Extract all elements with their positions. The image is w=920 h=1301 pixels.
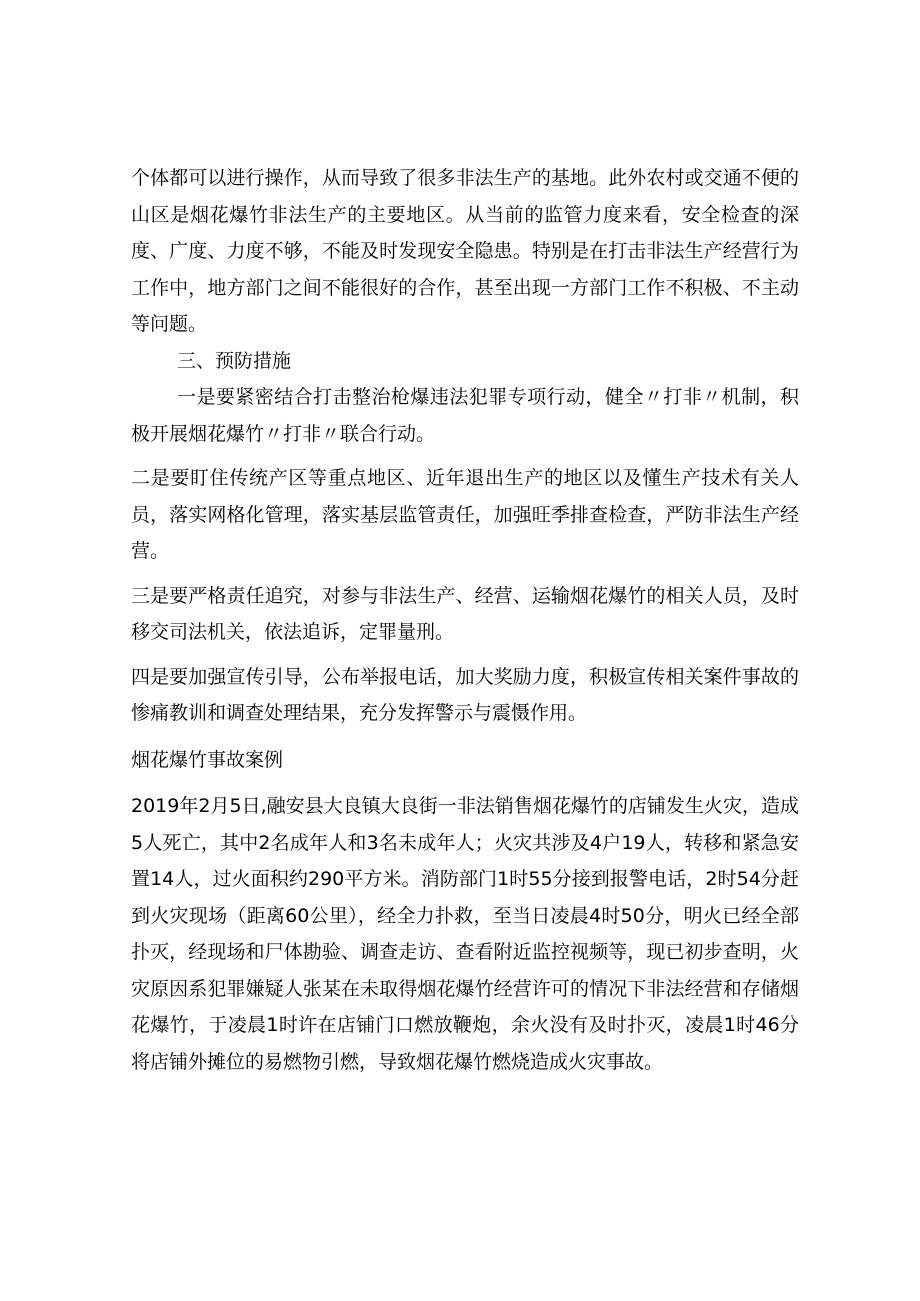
case-heading: 烟花爆竹事故案例 — [131, 748, 284, 771]
measure-one: 一是要紧密结合打击整治枪爆违法犯罪专项行动，健全〃打非〃机制，积极开展烟花爆竹〃打非〃联合行动。 — [131, 386, 799, 445]
section-heading-prevention: 三、预防措施 — [177, 349, 292, 372]
measure-four: 四是要加强宣传引导，公布举报电话，加大奖励力度，积极宣传相关案件事故的惨痛教训和调查处理结果，充分发挥警示与震慑作用。 — [131, 665, 799, 724]
document-body — [131, 160, 799, 1080]
paragraph-supervision-issues: 个体都可以进行操作，从而导致了很多非法生产的基地。此外农村或交通不便的山区是烟花爆竹非法生产的主要地区。从当前的监管力度来看，安全检查的深度、广度、力度不够，不能及时发现安全隐患。特别是在打击非法生产经营行为工作中，地方部门之间不能很好的合作，甚至出现一方部门工作不积极、不主动等问题。 — [131, 167, 799, 335]
case-description: 2019年2月5日,融安县大良镇大良街一非法销售烟花爆竹的店铺发生火灾，造成5人死亡，其中2名成年人和3名未成年人；火灾共涉及4户19人，转移和紧急安置14人，过火面积约290平方米。消防部门1时55分接到报警电话，2时54分赶到火灾现场（距离60公里），经全力扑救，至当日凌晨4时50分，明火已经全部扑灭，经现场和尸体勘验、调查走访、查看附近监控视频等，现已初步查明，火灾原因系犯罪嫌疑人张某在未取得烟花爆竹经营许可的情况下非法经营和存储烟花爆竹，于凌晨1时许在店铺门口燃放鞭炮，余火没有及时扑灭，凌晨1时46分将店铺外摊位的易燃物引燃，导致烟花爆竹燃烧造成火灾事故。 — [131, 795, 799, 1073]
measure-two: 二是要盯住传统产区等重点地区、近年退出生产的地区以及懂生产技术有关人员，落实网格化管理，落实基层监管责任，加强旺季排查检查，严防非法生产经营。 — [131, 467, 799, 562]
measure-three: 三是要严格责任追究，对参与非法生产、经营、运输烟花爆竹的相关人员，及时移交司法机关，依法追诉，定罪量刑。 — [131, 584, 799, 643]
